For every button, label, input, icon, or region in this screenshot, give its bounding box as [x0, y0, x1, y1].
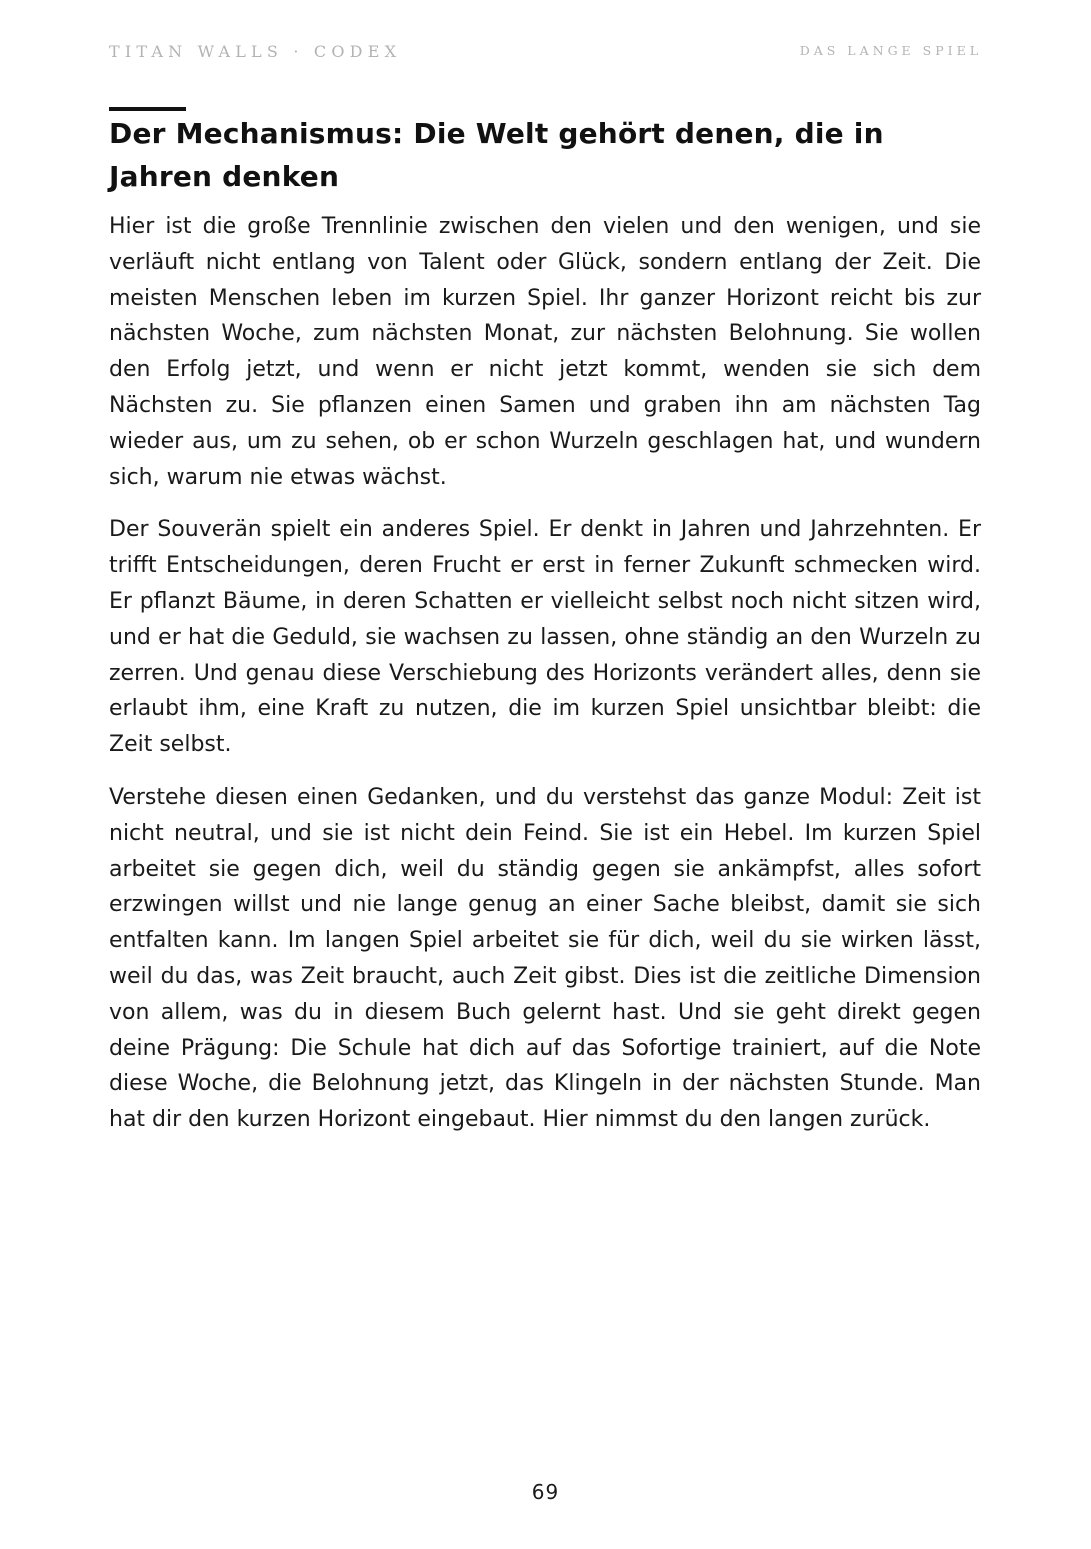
section-heading: Der Mechanismus: Die Welt gehört denen, die in Jahren denken	[109, 117, 884, 193]
running-header-right: DAS LANGE SPIEL	[799, 43, 982, 58]
body-text	[109, 209, 981, 1155]
heading-rule	[109, 107, 186, 111]
running-header	[109, 42, 982, 62]
paragraph: Der Souverän spielt ein anderes Spiel. Er denkt in Jahren und Jahrzehnten. Er trifft Entscheidungen, deren Frucht er erst in ferner Zukunft schmecken wird. Er pflanzt Bäume, in deren Schatten er vielleicht selbst noch nicht sitzen wird, und er hat die Geduld, sie wachsen zu lassen, ohne ständig an den Wurzeln zu zerren. Und genau diese Verschiebung des Horizonts verändert alles, denn sie erlaubt ihm, eine Kraft zu nutzen, die im kurzen Spiel unsichtbar bleibt: die Zeit selbst.	[109, 517, 981, 758]
paragraph: Hier ist die große Trennlinie zwischen den vielen und den wenigen, und sie verläuft nicht entlang von Talent oder Glück, sondern entlang der Zeit. Die meisten Menschen leben im kurzen Spiel. Ihr ganzer Horizont reicht bis zur nächsten Woche, zum nächsten Monat, zur nächsten Belohnung. Sie wollen den Erfolg jetzt, und wenn er nicht jetzt kommt, wenden sie sich dem Nächsten zu. Sie pflanzen einen Samen und graben ihn am nächsten Tag wieder aus, um zu sehen, ob er schon Wurzeln geschlagen hat, und wundern sich, warum nie etwas wächst.	[109, 214, 981, 490]
page-number: 69	[531, 1480, 560, 1504]
running-header-left: TITAN WALLS · CODEX	[109, 42, 402, 61]
paragraph: Verstehe diesen einen Gedanken, und du verstehst das ganze Modul: Zeit ist nicht neutral, und sie ist nicht dein Feind. Sie ist ein Hebel. Im kurzen Spiel arbeitet sie gegen dich, weil du ständig gegen sie ankämpfst, alles sofort erzwingen willst und nie lange genug an einer Sache bleibst, damit sie sich entfalten kann. Im langen Spiel arbeitet sie für dich, weil du sie wirken lässt, weil du das, was Zeit braucht, auch Zeit gibst. Dies ist die zeitliche Dimension von allem, was du in diesem Buch gelernt hast. Und sie geht direkt gegen deine Prägung: Die Schule hat dich auf das Sofortige trainiert, auf die Note diese Woche, die Belohnung jetzt, das Klingeln in der nächsten Stunde. Man hat dir den kurzen Horizont eingebaut. Hier nimmst du den langen zurück.	[109, 784, 981, 1133]
